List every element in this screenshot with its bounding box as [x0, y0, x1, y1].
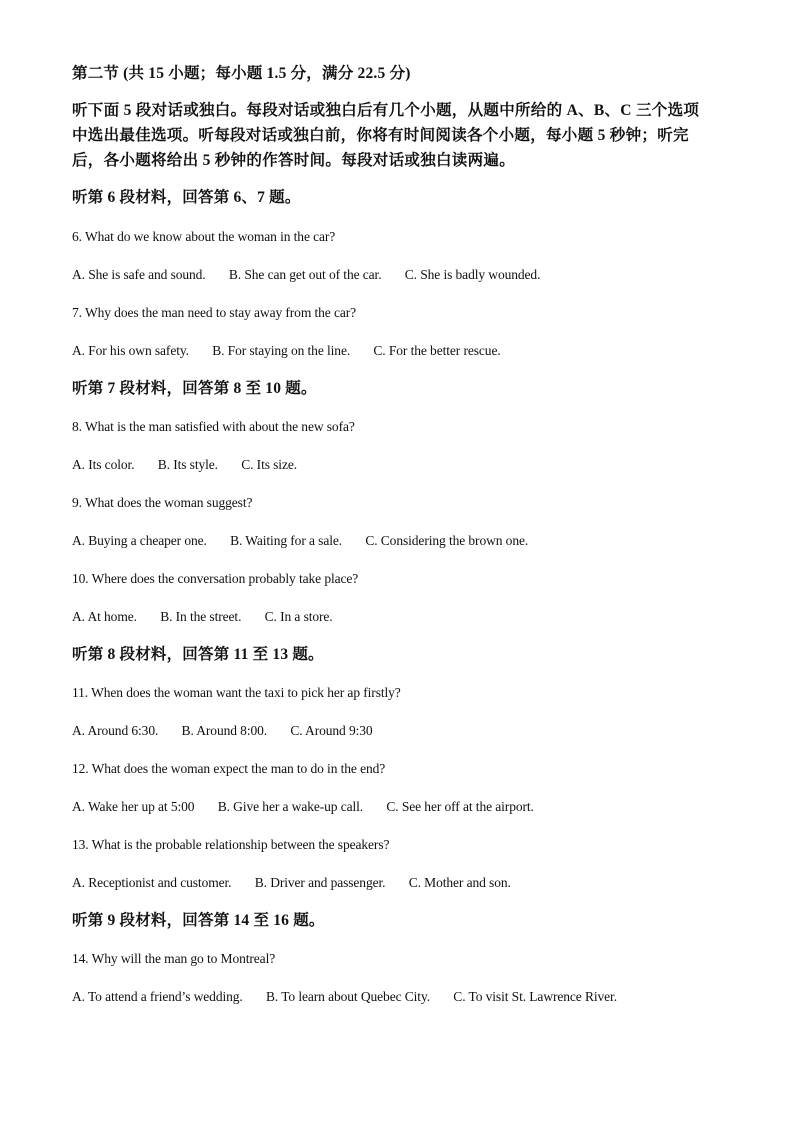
option-14a: A. To attend a friend’s wedding. — [72, 989, 243, 1004]
group-heading-9: 听第 9 段材料，回答第 14 至 16 题。 — [72, 912, 325, 929]
option-10c: C. In a store. — [264, 609, 333, 624]
instructions-line-2: 中选出最佳选项。听每段对话或独白前，你将有时间阅读各个小题，每小题 5 秒钟；听完 — [72, 127, 689, 144]
option-7b: B. For staying on the line. — [212, 343, 351, 358]
option-13a: A. Receptionist and customer. — [72, 875, 232, 890]
question-6: 6. What do we know about the woman in the car? — [72, 229, 336, 244]
question-14: 14. Why will the man go to Montreal? — [72, 951, 276, 966]
options-7 — [72, 344, 501, 358]
section-title: 第二节 (共 15 小题；每小题 1.5 分，满分 22.5 分) — [72, 65, 411, 82]
option-12c: C. See her off at the airport. — [386, 799, 534, 814]
options-14 — [72, 990, 617, 1004]
options-9 — [72, 534, 528, 548]
group-heading-8: 听第 8 段材料，回答第 11 至 13 题。 — [72, 646, 324, 663]
option-7a: A. For his own safety. — [72, 343, 189, 358]
option-12b: B. Give her a wake-up call. — [217, 799, 364, 814]
option-10a: A. At home. — [72, 609, 137, 624]
options-13 — [72, 876, 511, 890]
option-11c: C. Around 9:30 — [290, 723, 373, 738]
options-10 — [72, 610, 333, 624]
options-8 — [72, 458, 297, 472]
option-14c: C. To visit St. Lawrence River. — [453, 989, 617, 1004]
option-10b: B. In the street. — [160, 609, 242, 624]
group-heading-6: 听第 6 段材料，回答第 6、7 题。 — [72, 189, 301, 206]
option-6c: C. She is badly wounded. — [404, 267, 541, 282]
question-12: 12. What does the woman expect the man to do in the end? — [72, 761, 386, 776]
option-13b: B. Driver and passenger. — [254, 875, 386, 890]
option-9b: B. Waiting for a sale. — [230, 533, 343, 548]
question-9: 9. What does the woman suggest? — [72, 495, 253, 510]
options-6 — [72, 268, 540, 282]
option-9c: C. Considering the brown one. — [365, 533, 529, 548]
option-9a: A. Buying a cheaper one. — [72, 533, 207, 548]
option-7c: C. For the better rescue. — [373, 343, 501, 358]
instructions-line-1: 听下面 5 段对话或独白。每段对话或独白后有几个小题，从题中所给的 A、B、C 三个选项 — [72, 102, 700, 119]
option-8c: C. Its size. — [241, 457, 298, 472]
group-heading-7: 听第 7 段材料，回答第 8 至 10 题。 — [72, 380, 317, 397]
option-8a: A. Its color. — [72, 457, 135, 472]
options-12 — [72, 800, 534, 814]
option-14b: B. To learn about Quebec City. — [265, 989, 431, 1004]
option-6a: A. She is safe and sound. — [72, 267, 206, 282]
question-8: 8. What is the man satisfied with about the new sofa? — [72, 419, 355, 434]
option-13c: C. Mother and son. — [408, 875, 511, 890]
question-10: 10. Where does the conversation probably take place? — [72, 571, 359, 586]
options-11 — [72, 724, 373, 738]
option-8b: B. Its style. — [157, 457, 218, 472]
question-11: 11. When does the woman want the taxi to pick her ap firstly? — [72, 685, 401, 700]
option-11b: B. Around 8:00. — [181, 723, 268, 738]
instructions-line-3: 后，各小题将给出 5 秒钟的作答时间。每段对话或独白读两遍。 — [72, 152, 516, 169]
option-6b: B. She can get out of the car. — [228, 267, 382, 282]
option-11a: A. Around 6:30. — [72, 723, 159, 738]
option-12a: A. Wake her up at 5:00 — [72, 799, 195, 814]
question-13: 13. What is the probable relationship between the speakers? — [72, 837, 390, 852]
question-7: 7. Why does the man need to stay away from the car? — [72, 305, 357, 320]
